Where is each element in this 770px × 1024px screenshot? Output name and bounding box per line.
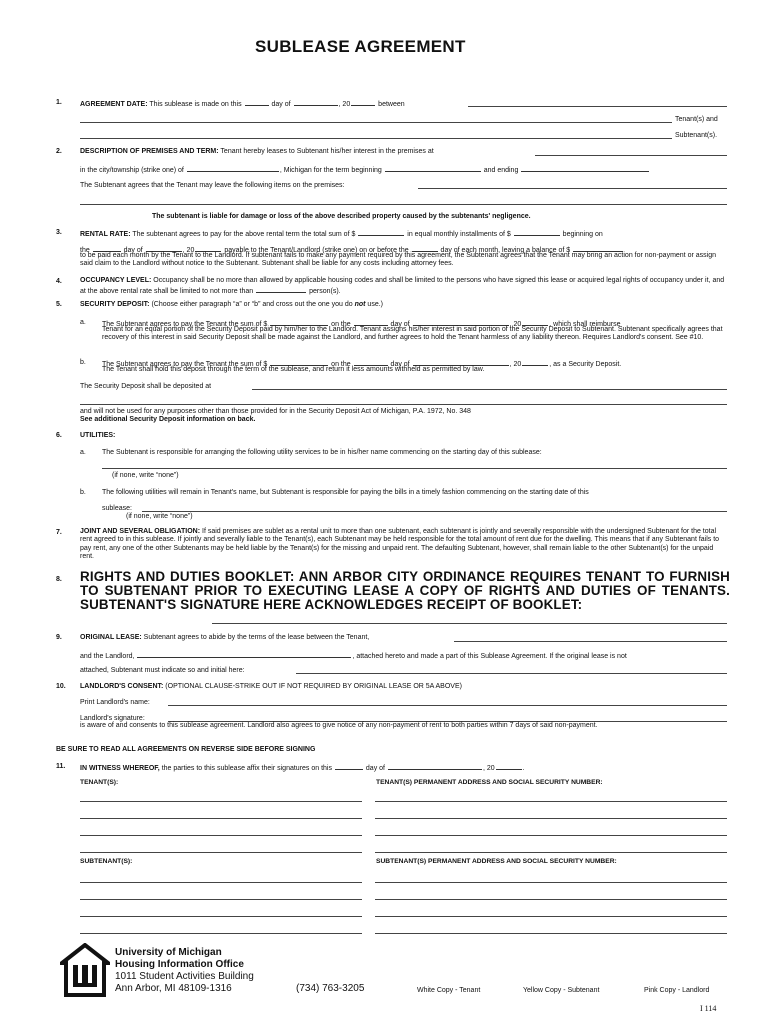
subtenant-address-field[interactable] xyxy=(375,882,727,883)
landlord-line: and the Landlord, , attached hereto and made a part of this Sublease Agreement. If the original lease is not xyxy=(80,650,627,661)
tenant-address-field[interactable] xyxy=(375,818,727,819)
balance-field[interactable] xyxy=(573,244,623,252)
deposit-b-month-field[interactable] xyxy=(413,358,509,366)
signature-label: Landlord's signature: xyxy=(80,715,145,722)
occupancy-text: OCCUPANCY LEVEL: Occupancy shall be no more than allowed by applicable housing codes and shall be limited to the persons who have signed this lease or acquired legal rights of occupancy under it, and at the above rental rate shall be limited to not more than person(s). xyxy=(80,277,725,296)
witness-year-field[interactable] xyxy=(496,762,522,770)
deposit-a-year-field[interactable] xyxy=(522,318,548,326)
section-heading: AGREEMENT DATE: xyxy=(80,101,148,108)
tenant-signature-field[interactable] xyxy=(80,818,362,819)
tenant-address-field[interactable] xyxy=(375,835,727,836)
section-number: 4. xyxy=(56,278,62,285)
premises-line: DESCRIPTION OF PREMISES AND TERM: Tenant hereby leases to Subtenant his/her interest in the premises at xyxy=(80,148,434,155)
rental-rate-line: RENTAL RATE: The subtenant agrees to pay for the above rental term the total sum of $ in equal monthly installments of $ beginning on xyxy=(80,228,603,239)
rent-payment-line: the day of , 20 payable to the Tenant/Landlord (strike one) on or before the day of each month, leaving a balance of $ xyxy=(80,244,624,255)
total-sum-field[interactable] xyxy=(358,228,404,236)
section-number: 9. xyxy=(56,634,62,641)
day-field[interactable] xyxy=(245,98,269,106)
items-field-2[interactable] xyxy=(80,204,727,205)
subtenant-signature-field[interactable] xyxy=(80,916,362,917)
section-number: 11. xyxy=(56,763,66,770)
tenant-signature-field[interactable] xyxy=(80,801,362,802)
section-number: 7. xyxy=(56,529,62,536)
rent-day-field[interactable] xyxy=(93,244,121,252)
subtenant-signature-field[interactable] xyxy=(80,899,362,900)
items-label: The Subtenant agrees that the Tenant may leave the following items on the premises: xyxy=(80,182,345,189)
subtenant-address-heading: SUBTENANT(S) PERMANENT ADDRESS AND SOCIAL SECURITY NUMBER: xyxy=(376,858,617,865)
tenant-signature-field[interactable] xyxy=(80,852,362,853)
form-id: I 114 xyxy=(700,1004,717,1013)
agreement-date-line: AGREEMENT DATE: This sublease is made on this day of , 20 between xyxy=(80,98,405,109)
deposit-b-year-field[interactable] xyxy=(522,358,548,366)
utility-b-field[interactable] xyxy=(142,511,727,512)
between-field[interactable] xyxy=(468,106,727,107)
section-number: 1. xyxy=(56,99,62,106)
utility-a-label: a. xyxy=(80,449,86,456)
org-phone: (734) 763-3205 xyxy=(296,983,365,994)
subtenants-heading: SUBTENANT(S): xyxy=(80,858,133,865)
option-b-text: The Tenant shall hold this deposit through the term of the sublease, and return it less amounts withheld as permitted by law. xyxy=(102,366,485,373)
option-a-text: Tenant for an equal portion of the Security Deposit paid by him/her to the Landlord. Tenant assigns his/her interest in said portion of the Security Deposit to Subtenant. Subtenant specifically agrees that recovery of this interest in said Security Deposit shall be made against the Landlord, and further agrees to hold the Tenant harmless of any liability thereon. Requires Landlord's consent. See #10. xyxy=(102,326,723,342)
see-back-note: See additional Security Deposit information on back. xyxy=(80,416,256,423)
copy-white: White Copy - Tenant xyxy=(417,987,481,994)
utility-b-text: The following utilities will remain in Tenant's name, but Subtenant is responsible for paying the bills in a timely fashion commencing on the starting date of this xyxy=(102,489,589,496)
print-name-label: Print Landlord's name: xyxy=(80,699,150,706)
liability-notice: The subtenant is liable for damage or loss of the above described property caused by the subtenants' negligence. xyxy=(152,213,531,220)
due-day-field[interactable] xyxy=(412,244,438,252)
booklet-notice: RIGHTS AND DUTIES BOOKLET: ANN ARBOR CITY ORDINANCE REQUIRES TENANT TO FURNISH TO SUBTENANT PRIOR TO EXECUTING LEASE A COPY OF RIGHTS AND DUTIES OF TENANTS. SUBTENANT'S SIGNATURE HERE ACKNOWLEDGES RECEIPT OF BOOKLET: xyxy=(80,569,730,612)
consent-text: is aware of and consents to this sublease agreement. Landlord also agrees to give notice of any non-payment of rent to both parties within 7 days of said non-payment. xyxy=(80,722,598,729)
option-a-label: a. xyxy=(80,319,86,326)
section-number: 10. xyxy=(56,683,66,690)
tenant-address-field[interactable] xyxy=(375,852,727,853)
subtenant-address-field[interactable] xyxy=(375,916,727,917)
term-begin-field[interactable] xyxy=(385,164,481,172)
page-title: SUBLEASE AGREEMENT xyxy=(255,37,466,56)
subtenant-signature-field[interactable] xyxy=(80,933,362,934)
org-department: Housing Information Office xyxy=(115,959,244,970)
subtenant-address-field[interactable] xyxy=(375,899,727,900)
option-b-label: b. xyxy=(80,359,86,366)
deposit-a-day-field[interactable] xyxy=(354,318,388,326)
section-number: 5. xyxy=(56,301,62,308)
deposit-location-field[interactable] xyxy=(252,389,727,390)
premises-address-field[interactable] xyxy=(535,155,727,156)
option-a-line: The Subtenant agrees to pay the Tenant the sum of $ on the day of , 20 , which shall reimburse xyxy=(102,318,620,329)
items-field-1[interactable] xyxy=(418,188,727,189)
subtenants-label: Subtenant(s). xyxy=(675,132,718,139)
utilities-heading: UTILITIES: xyxy=(80,432,116,439)
utility-a-field[interactable] xyxy=(102,468,727,469)
landlord-name-field[interactable] xyxy=(137,650,351,658)
joint-obligation-text: JOINT AND SEVERAL OBLIGATION: If said premises are sublet as a rental unit to more than one subtenant, each subtenant is jointly and severally responsible with the undersigned Subtenant for the total rent agreed to in this sublease. If jointly and severally liable to the Tenant(s), each Subtenant may be held responsible for the total amount of rent due for the dwelling. This means that if any Subtenant fails to pay rent, any one of the other Subtenants may be held liable by the Tenant(s) for the missing and unpaid rent. The defaulting Subtenant, however, shall remain liable to the other Subtenant(s) for the unpaid rent. xyxy=(80,528,720,560)
utility-b-label: b. xyxy=(80,489,86,496)
landlord-print-field[interactable] xyxy=(168,705,727,706)
installment-field[interactable] xyxy=(514,228,560,236)
reverse-side-notice: BE SURE TO READ ALL AGREEMENTS ON REVERSE SIDE BEFORE SIGNING xyxy=(56,746,316,753)
org-name: University of Michigan xyxy=(115,947,222,958)
none-hint: (if none, write “none”) xyxy=(126,513,193,520)
rental-rate-text: to be paid each month by the Tenant to the Landlord. If subtenant fails to make any payment required by this agreement, the Subtenant agrees that the Tenant may bring an action for non-payment or assign said claim to the Landlord without notice to the Subtenant. Subtenant shall be liable for any costs including attorney fees. xyxy=(80,252,716,268)
option-b-line: The Subtenant agrees to pay the Tenant the sum of $ on the day of , 20 , as a Security Deposit. xyxy=(102,358,621,369)
tenants-label: Tenant(s) and xyxy=(675,116,718,123)
tenant-address-field[interactable] xyxy=(375,801,727,802)
deposit-location-field-2[interactable] xyxy=(80,404,727,405)
booklet-signature-field[interactable] xyxy=(212,623,727,624)
tenant-address-heading: TENANT(S) PERMANENT ADDRESS AND SOCIAL SECURITY NUMBER: xyxy=(376,779,603,786)
subtenant-signature-field[interactable] xyxy=(80,882,362,883)
term-end-field[interactable] xyxy=(521,164,649,172)
security-deposit-line: SECURITY DEPOSIT: (Choose either paragraph “a” or “b” and cross out the one you do not use.) xyxy=(80,301,383,308)
attached-label: attached, Subtenant must indicate so and initial here: xyxy=(80,667,245,674)
section-number: 6. xyxy=(56,432,62,439)
section-number: 8. xyxy=(56,576,62,583)
org-address-2: Ann Arbor, MI 48109-1316 xyxy=(115,983,232,994)
section-number: 3. xyxy=(56,229,62,236)
year-field[interactable] xyxy=(351,98,375,106)
deposit-a-month-field[interactable] xyxy=(413,318,509,326)
tenants-field[interactable] xyxy=(80,122,672,123)
deposited-label: The Security Deposit shall be deposited at xyxy=(80,383,212,390)
org-address-1: 1011 Student Activities Building xyxy=(115,971,254,982)
sublease-label: sublease: xyxy=(102,505,132,512)
occupancy-count-field[interactable] xyxy=(256,285,306,293)
rent-month-field[interactable] xyxy=(146,244,182,252)
city-field[interactable] xyxy=(187,164,279,172)
deposit-b-sum-field[interactable] xyxy=(270,358,328,366)
city-term-line: in the city/township (strike one) of , Michigan for the term beginning and ending xyxy=(80,164,650,175)
deposit-act-text: and will not be used for any purposes other than those provided for in the Security Deposit Act of Michigan, P.A. 1972, No. 348 xyxy=(80,408,471,415)
landlord-consent-line: LANDLORD'S CONSENT: (OPTIONAL CLAUSE-STRIKE OUT IF NOT REQUIRED BY ORIGINAL LEASE OR 5A ABOVE) xyxy=(80,683,462,690)
witness-day-field[interactable] xyxy=(335,762,363,770)
copy-yellow: Yellow Copy - Subtenant xyxy=(523,987,600,994)
utility-a-text: The Subtenant is responsible for arranging the following utility services to be in his/her name commencing on the starting day of this sublease: xyxy=(102,449,542,456)
witness-line: IN WITNESS WHEREOF, the parties to this sublease affix their signatures on this day of , 20 . xyxy=(80,762,525,773)
tenant-signature-field[interactable] xyxy=(80,835,362,836)
tenant-name-field[interactable] xyxy=(454,641,727,642)
section-number: 2. xyxy=(56,148,62,155)
subtenant-address-field[interactable] xyxy=(375,933,727,934)
tenants-heading: TENANT(S): xyxy=(80,779,119,786)
month-field[interactable] xyxy=(294,98,338,106)
copy-pink: Pink Copy - Landlord xyxy=(644,987,710,994)
university-housing-logo-icon xyxy=(60,943,110,998)
rent-year-field[interactable] xyxy=(195,244,221,252)
subtenants-field[interactable] xyxy=(80,138,672,139)
deposit-a-sum-field[interactable] xyxy=(270,318,328,326)
none-hint: (if none, write “none”) xyxy=(112,472,179,479)
initial-field[interactable] xyxy=(296,673,727,674)
deposit-b-day-field[interactable] xyxy=(354,358,388,366)
original-lease-line: ORIGINAL LEASE: Subtenant agrees to abide by the terms of the lease between the Tenant, xyxy=(80,634,370,641)
witness-month-field[interactable] xyxy=(388,762,482,770)
